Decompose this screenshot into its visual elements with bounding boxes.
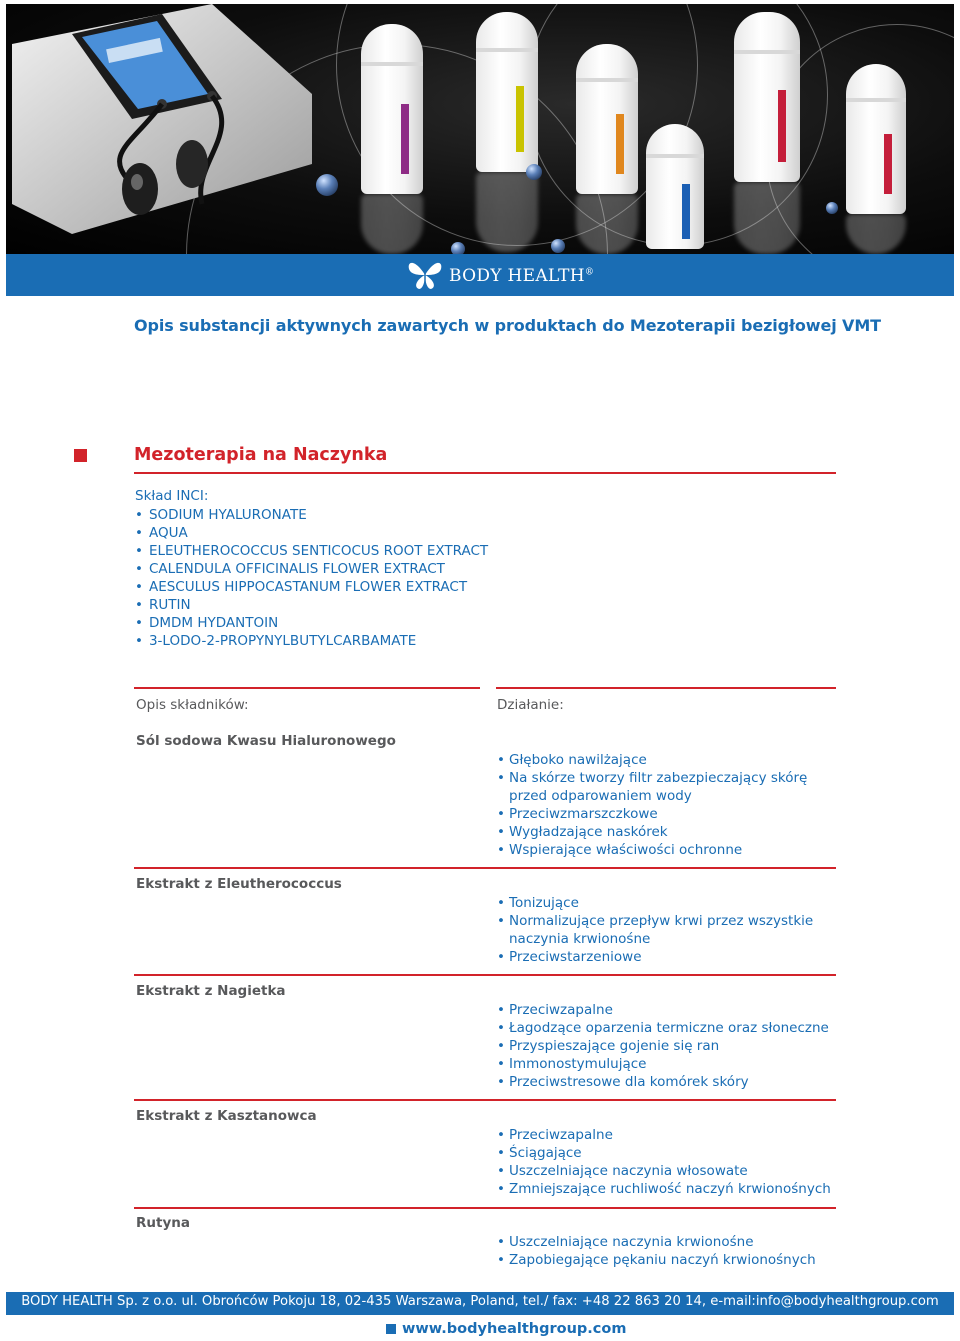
ingredient-name: Ekstrakt z Eleutherococcus	[136, 876, 342, 892]
row-divider	[134, 1207, 836, 1209]
effect-item: • Przeciwzmarszczkowe	[497, 805, 807, 823]
table-top-rule-left	[134, 687, 480, 689]
effects-list	[497, 1001, 829, 1091]
decorative-pearl	[451, 242, 465, 254]
inci-item: • ELEUTHEROCOCCUS SENTICOCUS ROOT EXTRACT	[135, 542, 488, 560]
column-header-ingredients: Opis składników:	[136, 697, 249, 713]
decorative-pearl	[826, 202, 838, 214]
row-divider	[134, 867, 836, 869]
effect-item: • Przeciwzapalne	[497, 1001, 829, 1019]
brand-name: BODY HEALTH®	[449, 266, 595, 286]
decorative-pearl	[526, 164, 542, 180]
effect-item: • Wygładzające naskórek	[497, 823, 807, 841]
decorative-pearl	[316, 174, 338, 196]
ingredient-name: Sól sodowa Kwasu Hialuronowego	[136, 733, 396, 749]
vmt-device-image	[12, 4, 312, 244]
hero-product-photo	[6, 4, 954, 254]
effect-item: • Przeciwstarzeniowe	[497, 948, 813, 966]
product-bottle-purple	[361, 24, 423, 194]
inci-item: • CALENDULA OFFICINALIS FLOWER EXTRACT	[135, 560, 488, 578]
inci-label: Skład INCI:	[135, 488, 209, 504]
effect-item: • Przeciwzapalne	[497, 1126, 831, 1144]
product-bottle-blue	[646, 124, 704, 249]
inci-item: • DMDM HYDANTOIN	[135, 614, 488, 632]
butterfly-logo-icon	[405, 257, 445, 293]
decorative-pearl	[551, 239, 565, 253]
square-bullet-icon	[386, 1324, 396, 1334]
row-divider	[134, 1099, 836, 1101]
effect-item: naczynia krwionośne	[509, 931, 651, 947]
effect-item: • Tonizujące	[497, 894, 813, 912]
ingredient-name: Ekstrakt z Kasztanowca	[136, 1108, 317, 1124]
effects-list	[497, 1233, 816, 1269]
page-title: Opis substancji aktywnych zawartych w produktach do Mezoterapii bezigłowej VMT	[134, 316, 881, 335]
effect-item: • Immonostymulujące	[497, 1055, 829, 1073]
effect-item: • Wspierające właściwości ochronne	[497, 841, 807, 859]
inci-item: • 3-LODO-2-PROPYNYLBUTYLCARBAMATE	[135, 632, 488, 650]
product-bottle-orange	[576, 44, 638, 194]
column-header-action: Działanie:	[497, 697, 564, 713]
ingredient-name: Ekstrakt z Nagietka	[136, 983, 286, 999]
effect-item: • Przeciwstresowe dla komórek skóry	[497, 1073, 829, 1091]
effect-item: • Łagodzące oparzenia termiczne oraz słoneczne	[497, 1019, 829, 1037]
ingredient-name: Rutyna	[136, 1215, 190, 1231]
effect-item: • Normalizujące przepływ krwi przez wszystkie	[497, 912, 813, 930]
effects-list	[497, 1126, 831, 1198]
effects-list	[497, 751, 807, 859]
footer-address: BODY HEALTH Sp. z o.o. ul. Obrońców Pokoju 18, 02-435 Warszawa, Poland, tel./ fax: +48 22 863 20 14, e-mail:info@bodyhealthgroup.com	[21, 1294, 939, 1309]
effect-item: • Uszczelniające naczynia włosowate	[497, 1162, 831, 1180]
product-bottle-red	[734, 12, 800, 182]
inci-item: • SODIUM HYALURONATE	[135, 506, 488, 524]
effect-item: • Przyspieszające gojenie się ran	[497, 1037, 829, 1055]
inci-item: • RUTIN	[135, 596, 488, 614]
brand-logo	[405, 257, 594, 293]
effect-item: • Zmniejszające ruchliwość naczyń krwionośnych	[497, 1180, 831, 1198]
website-line	[386, 1321, 626, 1337]
row-divider	[134, 974, 836, 976]
effect-item: • Głęboko nawilżające	[497, 751, 807, 769]
effect-item: • Zapobiegające pękaniu naczyń krwionośnych	[497, 1251, 816, 1269]
section-title: Mezoterapia na Naczynka	[134, 445, 388, 465]
section-divider	[134, 472, 836, 474]
section-marker-icon	[74, 449, 87, 462]
product-bottle-yellow	[476, 12, 538, 172]
effect-item: • Na skórze tworzy filtr zabezpieczający skórę	[497, 769, 807, 787]
inci-item: • AESCULUS HIPPOCASTANUM FLOWER EXTRACT	[135, 578, 488, 596]
website-link[interactable]: www.bodyhealthgroup.com	[402, 1321, 627, 1337]
effects-list	[497, 894, 813, 966]
product-bottle-red-2	[846, 64, 906, 214]
effect-item: • Ściągające	[497, 1144, 831, 1162]
inci-list	[135, 506, 488, 650]
effect-item: • Uszczelniające naczynia krwionośne	[497, 1233, 816, 1251]
effect-item: przed odparowaniem wody	[509, 788, 692, 804]
table-top-rule-right	[496, 687, 836, 689]
inci-item: • AQUA	[135, 524, 488, 542]
